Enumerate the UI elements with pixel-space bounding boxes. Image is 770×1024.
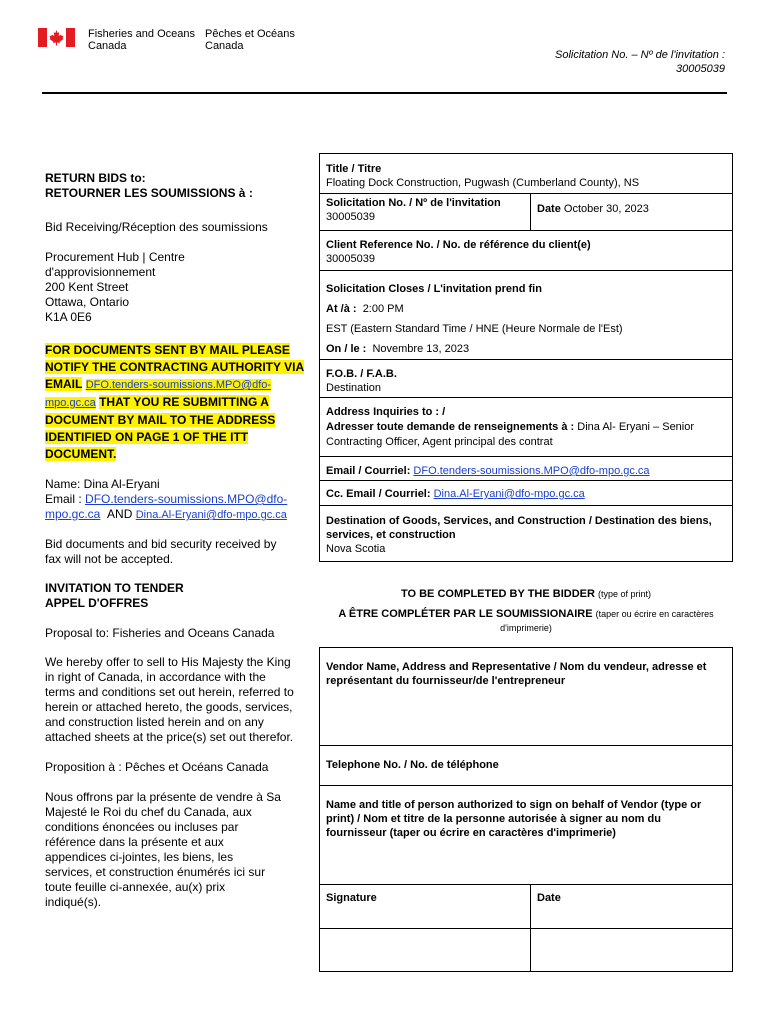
inquiry-email-link[interactable]: DFO.tenders-soumissions.MPO@dfo-mpo.gc.ca <box>413 465 650 477</box>
destination-cell: Destination of Goods, Services, and Construction / Destination des biens, services, et construction Nova Scotia <box>326 515 712 555</box>
canada-flag-logo <box>38 28 75 47</box>
solicitation-number-header: Solicitation No. – Nº de l'invitation : 30005039 <box>555 49 725 75</box>
solicitation-no-cell: Solicitation No. / Nº de l'invitation 30005039 <box>326 197 501 223</box>
header-rule <box>42 92 727 94</box>
date-cell: Date October 30, 2023 <box>537 203 649 215</box>
org-name-fr: Pêches et Océans Canada <box>205 28 295 52</box>
contact-email-link-2[interactable]: Dina.Al-Eryani@dfo-mpo.gc.ca <box>135 509 287 521</box>
bid-receiving: Bid Receiving/Réception des soumissions <box>45 220 268 234</box>
signature-date-field[interactable]: Date <box>537 892 561 904</box>
offer-paragraph-en: We hereby offer to sell to His Majesty the King in right of Canada, in accordance with the terms and conditions set out herein, referred to herein or attached hereto, the goods, services, and construction listed herein and on any attached sheets at the price(s) set out therefor. <box>45 655 294 744</box>
client-reference-cell: Client Reference No. / No. de référence du client(e) 30005039 <box>326 239 591 265</box>
proposition-fr: Proposition à : Pêches et Océans Canada <box>45 760 269 774</box>
itt-heading: INVITATION TO TENDER APPEL D'OFFRES <box>45 581 184 610</box>
mail-notice: FOR DOCUMENTS SENT BY MAIL PLEASE NOTIFY THE CONTRACTING AUTHORITY VIA EMAIL DFO.tenders-soumissions.MPO@dfo- mpo.gc.ca THAT YOU RE SUBMITTING A DOCUMENT BY MAIL TO THE ADDRESS IDENTIFIED ON PAGE 1 OF THE ITT DOCUMENT. <box>45 343 305 461</box>
authorized-person-field[interactable]: Name and title of person authorized to sign on behalf of Vendor (type or print) / Nom et titre de la personne autorisée à signer au nom du fournisseur (taper ou écrire en caractères d'imprimerie) <box>326 799 702 839</box>
contact-email-link-1[interactable]: DFO.tenders-soumissions.MPO@dfo- <box>85 492 288 506</box>
org-name-en: Fisheries and Oceans Canada <box>88 28 195 52</box>
mail-email-link[interactable]: DFO.tenders-soumissions.MPO@dfo- <box>85 379 272 391</box>
proposal-to: Proposal to: Fisheries and Oceans Canada <box>45 626 275 640</box>
bidder-instructions: TO BE COMPLETED BY THE BIDDER (type of print) A ÊTRE COMPLÉTER PAR LE SOUMISSIONAIRE (taper ou écrire en caractères d'imprimerie) <box>338 588 714 633</box>
return-bids-heading: RETURN BIDS to: RETOURNER LES SOUMISSIONS à : <box>45 171 253 200</box>
signature-field[interactable]: Signature <box>326 892 377 904</box>
fob-cell: F.O.B. / F.A.B. Destination <box>326 368 397 394</box>
maple-leaf-icon <box>47 28 66 47</box>
return-address: Procurement Hub | Centre d'approvisionnement 200 Kent Street Ottawa, Ontario K1A 0E6 <box>45 250 185 324</box>
vendor-name-field[interactable]: Vendor Name, Address and Representative / Nom du vendeur, adresse et représentant du fournisseur/de l'entrepreneur <box>326 661 707 687</box>
contact-name: Name: Dina Al-Eryani <box>45 477 160 491</box>
telephone-field[interactable]: Telephone No. / No. de téléphone <box>326 759 499 771</box>
fax-notice: Bid documents and bid security received by fax will not be accepted. <box>45 537 277 566</box>
contact-email: Email : DFO.tenders-soumissions.MPO@dfo- mpo.gc.ca AND Dina.Al-Eryani@dfo-mpo.gc.ca <box>45 492 288 521</box>
closing-cell: Solicitation Closes / L'invitation prend fin At /à : 2:00 PM EST (Eastern Standard Time / HNE (Heure Normale de l'Est) On / le : Novembre 13, 2023 <box>326 283 623 355</box>
inquiries-cell: Address Inquiries to : / Adresser toute demande de renseignements à : Dina Al- Eryani – Senior Contracting Officer, Agent principal des contrat <box>326 406 695 448</box>
offer-paragraph-fr: Nous offrons par la présente de vendre à Sa Majesté le Roi du chef du Canada, aux conditions énoncées ou incluses par référence dans la présente et aux appendices ci-jointes, les biens, les services, et construction énumérés ici sur toute feuille ci-annexée, au(x) prix indiqué(s). <box>45 790 281 909</box>
contact-email-link-1-cont[interactable]: mpo.gc.ca <box>45 507 101 521</box>
cc-email-link[interactable]: Dina.Al-Eryani@dfo-mpo.gc.ca <box>433 488 585 500</box>
cc-email-cell: Cc. Email / Courriel: Dina.Al-Eryani@dfo-mpo.gc.ca <box>326 488 585 500</box>
email-cell: Email / Courriel: DFO.tenders-soumissions.MPO@dfo-mpo.gc.ca <box>326 465 650 477</box>
title-cell: Title / Titre Floating Dock Construction, Pugwash (Cumberland County), NS <box>326 163 640 189</box>
mail-email-link-cont[interactable]: mpo.gc.ca <box>45 397 96 409</box>
